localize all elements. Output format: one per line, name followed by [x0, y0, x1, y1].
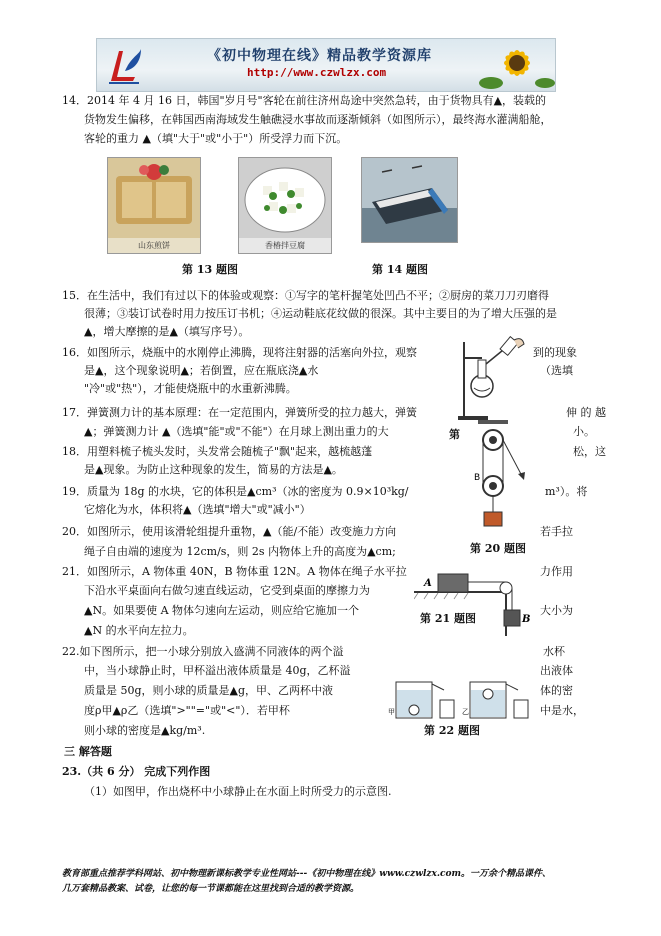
q19-line1: 19．质量为 18g 的水块，它的体积是▲cm³（冰的密度为 0.9×10³kg/	[62, 485, 409, 498]
photo2-caption: 香椿拌豆腐	[265, 241, 305, 250]
pancake-icon	[108, 158, 200, 238]
q16-line3: "冷"或"热"），才能使烧瓶中的水重新沸腾。	[84, 382, 297, 395]
banner-url[interactable]: http://www.czwlzx.com	[247, 66, 387, 79]
q15-line2: 很薄；③装订试卷时用力按压订书机；④运动鞋底花纹做的很深。其中主要目的为了增大压强的是	[84, 307, 557, 320]
q16-line1: 16．如图所示，烧瓶中的水刚停止沸腾，现将注射器的活塞向外拉，观察	[62, 346, 417, 359]
q19-line2: 它熔化为水，体积将▲（选填"增大"或"减小"）	[84, 503, 311, 516]
q16-line2: 是▲，这个现象说明▲；若倒置，应在瓶底浇▲水	[84, 364, 319, 377]
fig13-label: 第 13 题图	[182, 263, 238, 276]
q19-line1-right: m³）。将	[545, 485, 588, 498]
q16-line1-right: 到的现象	[533, 346, 577, 359]
q18-line1-right: 松，这	[573, 445, 606, 458]
q21-line4: ▲N 的水平向左拉力。	[84, 624, 194, 637]
q18-line1: 18．用塑料梳子梳头发时，头发常会随梳子"飘"起来，越梳越蓬	[62, 445, 373, 458]
flask-syringe-figure	[448, 336, 532, 424]
label-a: A	[424, 578, 432, 589]
svg-text:乙: 乙	[462, 708, 469, 716]
q14-line1: 14．2014 年 4 月 16 日，韩国"岁月号"客轮在前往济州岛途中突然急转，由于货物具有▲，装载的	[62, 94, 547, 107]
photo1-caption: 山东煎饼	[138, 241, 170, 250]
q22-line1: 22.如下图所示，把一小球分别放入盛满不同液体的两个溢	[62, 645, 344, 658]
q17-line2-right: 小。	[573, 425, 595, 438]
q17-line1: 17．弹簧测力计的基本原理：在一定范围内，弹簧所受的拉力越大，弹簧	[62, 406, 417, 419]
q15-line1: 15．在生活中，我们有过以下的体验或观察：①写字的笔杆握笔处凹凸不平；②厨房的菜刀刀刃磨得	[62, 289, 549, 302]
q21-line3: ▲N。如果要使 A 物体匀速向左运动，则应给它施加一个	[84, 604, 360, 617]
fig22-label: 第 22 题图	[424, 724, 480, 737]
fig14-label: 第 14 题图	[372, 263, 428, 276]
q22-line4-right: 中是水，	[540, 704, 584, 717]
q21-line1-right: 力作用	[540, 565, 573, 578]
q20-line1-right: 若手拉	[540, 525, 573, 538]
block-pulley-figure	[414, 566, 534, 638]
label-b: B	[522, 614, 531, 625]
fig21-label: 第 21 题图	[420, 612, 476, 625]
tofu-dish-icon	[239, 158, 331, 238]
header-banner	[96, 38, 556, 92]
q21-line3-right: 大小为	[540, 604, 573, 617]
section3-title: 三 解答题	[64, 745, 112, 758]
q22-line4: 度ρ甲▲ρ乙（选填">""="或"<"）．若甲杯	[84, 704, 290, 717]
q14-line3: 客轮的重力 ▲（填"大于"或"小于"）所受浮力而下沉。	[84, 132, 348, 145]
photo-sinking-ferry	[361, 157, 458, 243]
q22-line2-right: 出液体	[540, 664, 573, 677]
q20-line1: 20．如图所示，使用该滑轮组提升重物，▲（能/不能）改变施力方向	[62, 525, 397, 538]
q22-line3-right: 体的密	[540, 684, 573, 697]
svg-text:甲: 甲	[388, 708, 395, 716]
q20-line2: 绳子自由端的速度为 12cm/s，则 2s 内物体上升的高度为▲cm;	[84, 545, 396, 558]
footer-line1: 教育部重点推荐学科网站、初中物理新课标教学专业性网站---《初中物理在线》www.czwlzx.com。一万余个精品课件、	[62, 869, 552, 879]
fig16-label-partial: 第	[449, 428, 460, 441]
q21-line2: 下沿水平桌面向右做匀速直线运动，它受到桌面的摩擦力为	[84, 584, 370, 597]
q14-line2: 货物发生偏移，在韩国西南海域发生触礁浸水事故而逐渐倾斜（如图所示），最终海水灌满船舱，	[84, 113, 552, 126]
q18-line2: 是▲现象。为防止这种现象的发生，简易的方法是▲。	[84, 463, 343, 476]
sunflower-icon	[477, 39, 555, 91]
q15-line3: ▲，增大摩擦的是▲（填写序号）。	[84, 325, 250, 338]
svg-text:B: B	[474, 473, 481, 483]
q22-line3: 质量是 50g，则小球的质量是▲g，甲、乙两杯中液	[84, 684, 334, 697]
q22-line2: 中，当小球静止时，甲杯溢出液体质量是 40g，乙杯溢	[84, 664, 351, 677]
overflow-cups-figure	[386, 670, 532, 722]
logo-icon	[105, 43, 145, 87]
fig20-label: 第 20 题图	[470, 542, 526, 555]
pulley-figure	[466, 420, 528, 530]
q22-line1-right: 水杯	[543, 645, 565, 658]
q17-line2: ▲；弹簧测力计 ▲（选填"能"或"不能"）在月球上测出重力的大	[84, 425, 389, 438]
photo-shandong-jianbing	[107, 157, 201, 254]
ship-icon	[362, 158, 457, 242]
q22-line5: 则小球的密度是▲kg/m³.	[84, 724, 206, 737]
q23-part1: （1）如图甲，作出烧杯中小球静止在水面上时所受力的示意图.	[84, 785, 392, 798]
footer-line2: 几万套精品教案、试卷，让您的每一节课都能在这里找到合适的教学资源。	[62, 884, 360, 894]
q17-line1-right: 伸 的 越	[566, 406, 606, 419]
q23-title: 23.（共 6 分） 完成下列作图	[62, 765, 211, 778]
photo-tofu	[238, 157, 332, 254]
q16-line2-right: （选填	[540, 364, 573, 377]
q21-line1: 21．如图所示，A 物体重 40N，B 物体重 12N。A 物体在绳子水平拉	[62, 565, 407, 578]
banner-title: 《初中物理在线》精品教学资源库	[207, 48, 432, 64]
